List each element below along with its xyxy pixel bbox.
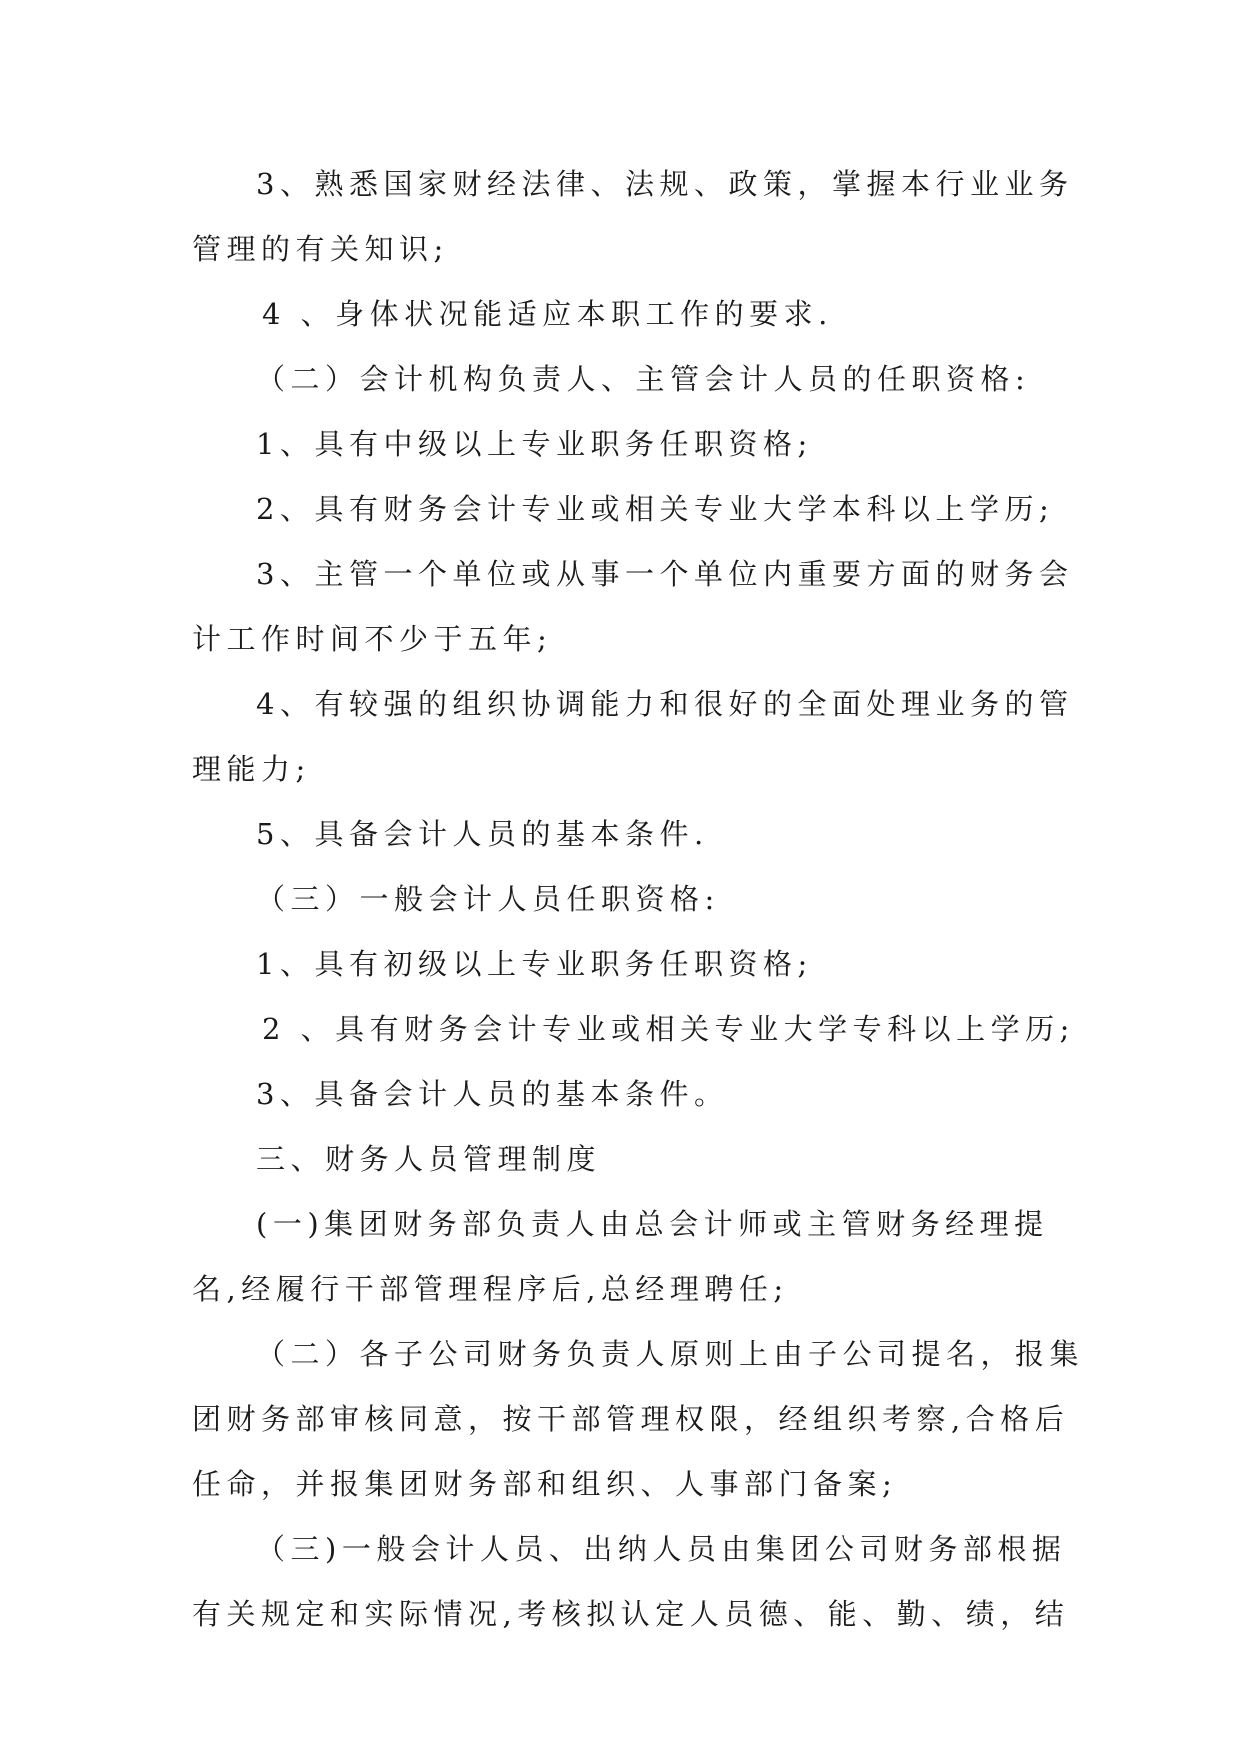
section-heading: （二）会计机构负责人、主管会计人员的任职资格:: [256, 362, 1031, 396]
text-line: 理能力;: [192, 752, 311, 786]
text-line: 5、具备会计人员的基本条件.: [256, 817, 709, 851]
text-line: 2、具有财务会计专业或相关专业大学本科以上学历;: [256, 492, 1055, 526]
text-line: 1、具有中级以上专业职务任职资格;: [256, 427, 813, 461]
text-line: 1、具有初级以上专业职务任职资格;: [256, 947, 813, 981]
text-line: 名,经履行干部管理程序后,总经理聘任;: [192, 1272, 789, 1306]
text-line: 4、有较强的组织协调能力和很好的全面处理业务的管: [256, 687, 1074, 721]
section-heading: （三）一般会计人员任职资格:: [256, 882, 720, 916]
text-line: 3、熟悉国家财经法律、法规、政策，掌握本行业业务: [256, 167, 1074, 201]
text-line: 4 、身体状况能适应本职工作的要求.: [262, 297, 833, 331]
text-line: 3、主管一个单位或从事一个单位内重要方面的财务会: [256, 557, 1074, 591]
text-line: （二）各子公司财务负责人原则上由子公司提名，报集: [256, 1337, 1085, 1371]
text-line: 2 、具有财务会计专业或相关专业大学专科以上学历;: [262, 1012, 1075, 1046]
text-line: 3、具备会计人员的基本条件。: [256, 1077, 729, 1111]
text-line: 任命，并报集团财务部和组织、人事部门备案;: [192, 1467, 898, 1501]
text-line: 有关规定和实际情况,考核拟认定人员德、能、勤、绩，结: [192, 1597, 1070, 1631]
section-heading: 三、财务人员管理制度: [256, 1142, 602, 1176]
text-line: （三)一般会计人员、出纳人员由集团公司财务部根据: [256, 1532, 1067, 1566]
text-line: (一)集团财务部负责人由总会计师或主管财务经理提: [256, 1207, 1049, 1241]
text-line: 计工作时间不少于五年;: [192, 622, 553, 656]
text-line: 管理的有关知识;: [192, 232, 449, 266]
text-line: 团财务部审核同意，按干部管理权限，经组织考察,合格后: [192, 1402, 1070, 1436]
